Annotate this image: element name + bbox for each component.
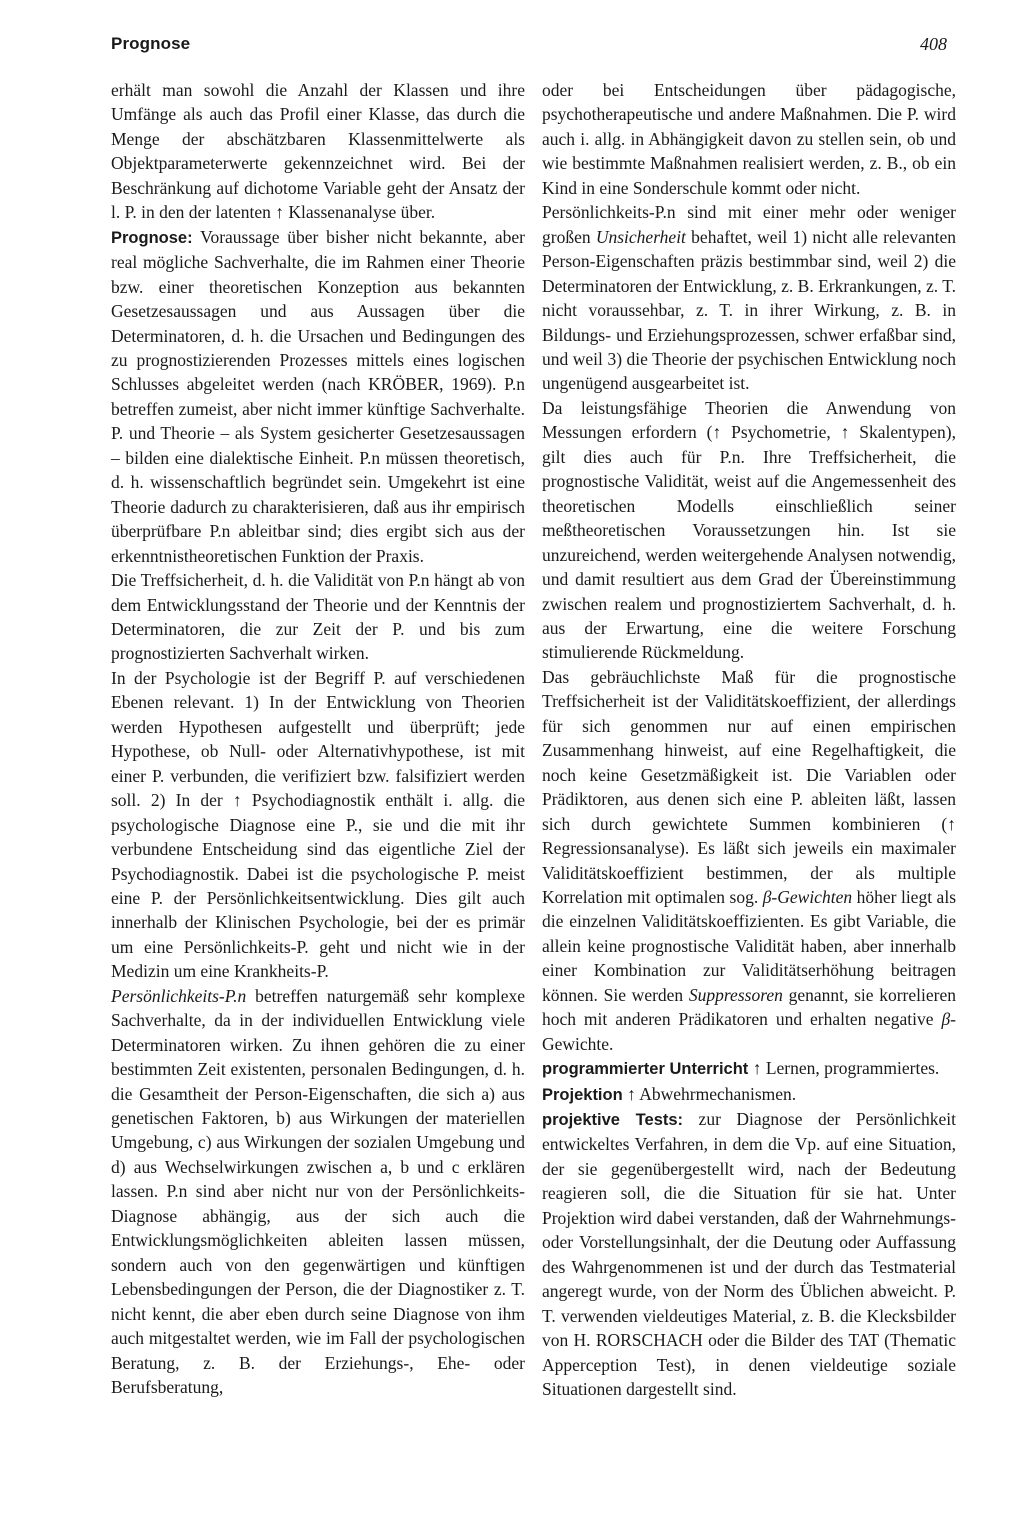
paragraph-messungen [542,396,956,665]
paragraph-text: oder bei Entscheidungen über pädagogische, psychotherapeutische und andere Maßnahmen. Die P. wird auch i. allg. in Abhängigkeit davon zu stellen sein, ob und wie bestimmte Maßnahmen realisiert werden, z. B., ob ein Kind in eine Sonderschule kommt oder nicht. [542,80,956,198]
paragraph-psychologie [111,666,525,984]
emphasis-text: Suppressoren [688,984,783,1005]
entry-text: zur Diagnose der Persönlichkeit entwickeltes Verfahren, in dem die Vp. auf eine Situation, der sie gegenübergestellt wird, nach der Bedeutung reagieren soll, die die Situation für sie hat. Unter Projektion wird dabei verstanden, daß der Wahrnehmungs- oder Vorstellungsinhalt, der die Deutung oder Auffassung des Wahrgenommenen ist und der durch das Testmaterial angeregt wurde, von der Norm des Üblichen abweicht. P. T. verwenden vieldeutiges Material, z. B. die Klecksbilder von H. RORSCHACH oder die Bilder des TAT (Thematic Apperception Test), in denen vieldeutige soziale Situationen dargestellt sind. [542,1109,957,1400]
emphasis-text: Unsicherheit [595,226,686,247]
entry-prognose [111,225,525,568]
paragraph-continuation [542,78,956,200]
right-column [542,78,956,1401]
page-number: 408 [920,34,947,54]
left-column [111,78,525,1399]
entry-text: Voraussage über bisher nicht bekannte, aber real mögliche Sachverhalte, die im Rahmen einer Theorie bzw. einer theoretischen Konzeption aus bekannten Gesetzesaussagen und aus Aussagen über die Determinatoren, d. h. die Ursachen und Bedingungen des zu prognostizierenden Prozesses mittels eines logischen Schlusses abgeleitet werden (nach KRÖBER, 1969). P.n betreffen zumeist, aber nicht immer künftige Sachverhalte. P. und Theorie – als System gesicherter Gesetzesaussagen – bilden eine dialektische Einheit. P.n müssen theoretisch, d. h. wissenschaftlich begründet sein. Umgekehrt ist eine Theorie dadurch zu charakterisieren, daß aus ihr empirisch überprüfbare P.n ableitbar sind; dies ergibt sich aus der erkenntnistheoretischen Funktion der Praxis. [111,226,525,566]
paragraph-treffsicherheit [111,568,525,666]
paragraph-unsicherheit [542,200,956,396]
paragraph-text: genannt, sie korrelieren hoch mit anderen Prädikatoren und erhalten negative [542,984,956,1030]
entry-projektive-tests [542,1107,956,1401]
paragraph-continuation [111,78,525,225]
emphasis-text: Persönlichkeits-P.n [111,985,247,1006]
entry-programmierter-unterricht [542,1056,956,1081]
paragraph-text: Da leistungsfähige Theorien die Anwendung von Messungen erfordern (↑ Psychometrie, ↑ Skalentypen), gilt dies auch für P.n. Ihre Treffsicherheit, die prognostische Validität, weist auf die Angemessenheit des theoretischen Modells einschließlich seiner meßtheoretischen Voraussetzungen hin. Ist sie unzureichend, werden weitergehende Analysen notwendig, und damit resultiert aus dem Grad der Übereinstimmung zwischen realem und prognostiziertem Sachverhalt, d. h. aus der Erwartung, eine die weitere Forschung stimulierende Rückmeldung. [542,397,956,663]
emphasis-text: β-Gewichten [762,886,853,907]
paragraph-text: -Gewichte. [542,1009,956,1054]
paragraph-text: Die Treffsicherheit, d. h. die Validität von P.n hängt ab von dem Entwicklungsstand der Theorie und der Kenntnis der Determinatoren, die zur Zeit der P. und bis zum prognostizierten Sachverhalt wirken. [111,570,525,664]
paragraph-text: betreffen naturgemäß sehr komplexe Sachverhalte, da in der individuellen Entwicklung viele Determinatoren wirken. Zu ihnen gehören die zu einer bestimmten Zeit existenten, personalen Bedingungen, d. h. die Gesamtheit der Person-Eigenschaften, die sich a) aus genetischen Faktoren, b) aus Wirkungen der materiellen Umgebung, c) aus Wirkungen der sozialen Umgebung und d) aus Wechselwirkungen zwischen a, b und c erklären lassen. P.n sind aber nicht nur von der Persönlichkeits-Diagnose abhängig, aus der sich auch die Entwicklungsmöglichkeiten ableiten lassen müssen, sondern auch von den gegenwärtigen und künftigen Lebensbedingungen der Person, die der Diagnostiker z. T. nicht kennt, die aber eben durch seine Diagnose von ihm auch mitgestaltet werden, wie im Fall der psychologischen Beratung, z. B. der Erziehungs-, Ehe- oder Berufsberatung, [111,985,525,1398]
entry-term: Projektion [542,1085,623,1104]
running-head: Prognose [111,34,191,53]
paragraph-persoenlichkeits-pn [111,984,525,1400]
entry-projektion [542,1082,956,1107]
entry-term: projektive Tests: [542,1111,684,1130]
entry-text: ↑ Lernen, programmiertes. [748,1058,940,1079]
entry-term: Prognose: [111,228,193,247]
paragraph-text: Das gebräuchlichste Maß für die prognostische Treffsicherheit ist der Validitätskoeffizient, der allerdings für sich genommen nur auf einen empirischen Zusammenhang hinweist, auf eine Regelhaftigkeit, die noch keine Gesetzmäßigkeit ist. Die Variablen oder Prädiktoren, aus denen sich eine P. ableiten läßt, lassen sich durch gewichtete Summen kombinieren (↑ Regressionsanalyse). Es läßt sich jeweils ein maximaler Validitätskoeffizient bestimmen, der als multiple Korrelation mit optimalen sog. [542,666,956,907]
paragraph-text: Persönlichkeits-P.n sind mit einer mehr oder weniger großen [542,202,956,247]
paragraph-text: In der Psychologie ist der Begriff P. auf verschiedenen Ebenen relevant. 1) In der Entwicklung von Theorien werden Hypothesen aufgestellt und überprüft; jede Hypothese, ob Null- oder Alternativhypothese, ist mit einer P. verbunden, die verifiziert bzw. falsifiziert werden soll. 2) In der ↑ Psychodiagnostik enthält i. allg. die psychologische Diagnose eine P., sie und die mit ihr verbundene Entscheidung sind das eigentliche Ziel der Psychodiagnostik. Dabei ist die psychologische P. meist eine P. der Persönlichkeitsentwicklung. Dies gilt auch innerhalb der Klinischen Psychologie, bei der es primär um eine Persönlichkeits-P. geht und nicht wie in der Medizin um eine Krankheits-P. [111,667,525,982]
paragraph-text: erhält man sowohl die Anzahl der Klassen und ihre Umfänge als auch das Profil einer Klasse, das durch die Menge der abschätzbaren Klassenmittelwerte als Objektparameterwerte gekennzeichnet wird. Bei der Beschränkung auf dichotome Variable geht der Ansatz der l. P. in den der latenten ↑ Klassenanalyse über. [111,80,525,223]
entry-term: programmierter Unterricht [542,1060,749,1079]
paragraph-text: behaftet, weil 1) nicht alle relevanten Person-Eigenschaften präzis bestimmbar sind, weil 2) die Determinatoren der Entwicklung, z. B. Erkrankungen, z. T. nicht voraussehbar, z. T. in ihrer Wirkung, z. B. in Bildungs- und Erziehungsprozessen, schwer erfaßbar sind, und weil 3) die Theorie der psychischen Entwicklung noch ungenügend ausgearbeitet ist. [542,226,956,394]
paragraph-text: höher liegt als die einzelnen Validitätskoeffizienten. Es gibt Variable, die allein keine prognostische Validität haben, aber innerhalb einer Kombination zur Validitätserhöhung beitragen können. Sie werden [542,886,957,1005]
emphasis-text: β [941,1009,951,1030]
paragraph-validitaetskoeffizient [542,665,956,1056]
entry-text: ↑ Abwehrmechanismen. [622,1083,797,1104]
